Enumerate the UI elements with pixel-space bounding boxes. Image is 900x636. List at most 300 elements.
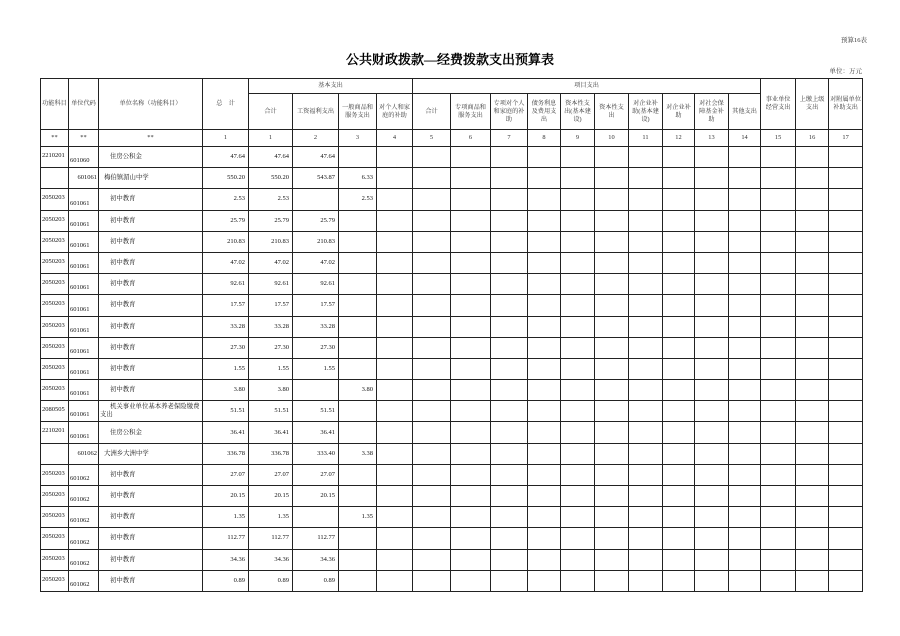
basic-total-cell: 27.30	[249, 337, 293, 358]
empty-cell	[595, 274, 629, 295]
func-code-cell: 2050203	[41, 295, 69, 316]
basic-total-cell: 92.61	[249, 274, 293, 295]
empty-cell	[796, 528, 829, 549]
empty-cell	[377, 464, 413, 485]
empty-cell	[491, 401, 528, 422]
table-row	[41, 168, 863, 189]
empty-cell	[413, 570, 451, 591]
table-row	[41, 549, 863, 570]
basic-total-cell: 336.78	[249, 443, 293, 464]
empty-cell	[451, 507, 491, 528]
empty-cell	[729, 147, 761, 168]
basic-total-cell: 27.07	[249, 464, 293, 485]
empty-cell	[663, 549, 695, 570]
empty-cell	[377, 549, 413, 570]
func-code-cell: 2050203	[41, 210, 69, 231]
table-row	[41, 358, 863, 379]
empty-cell	[729, 380, 761, 401]
empty-cell	[528, 316, 561, 337]
empty-cell	[629, 274, 663, 295]
empty-cell	[761, 507, 796, 528]
empty-cell	[451, 464, 491, 485]
empty-cell	[413, 295, 451, 316]
empty-cell	[413, 486, 451, 507]
empty-cell	[695, 443, 729, 464]
empty-cell	[829, 549, 863, 570]
empty-cell	[561, 168, 595, 189]
col-header-enterprise: 对企业补 助	[663, 94, 695, 130]
basic-total-cell: 17.57	[249, 295, 293, 316]
table-row	[41, 486, 863, 507]
empty-cell	[796, 443, 829, 464]
empty-cell	[761, 295, 796, 316]
empty-cell	[761, 549, 796, 570]
wages-cell: 112.77	[293, 528, 339, 549]
table-row	[41, 422, 863, 443]
table-body	[41, 147, 863, 592]
empty-cell	[663, 168, 695, 189]
empty-cell	[595, 443, 629, 464]
wages-cell: 34.36	[293, 549, 339, 570]
wages-cell	[293, 507, 339, 528]
empty-cell	[595, 295, 629, 316]
goods-services-cell	[339, 464, 377, 485]
col-header-subsidiary: 对附属单位 补助支出	[829, 79, 863, 130]
basic-total-cell: 210.83	[249, 231, 293, 252]
empty-cell	[729, 231, 761, 252]
empty-cell	[451, 147, 491, 168]
total-cell: 51.51	[203, 401, 249, 422]
unit-name-cell: 初中教育	[99, 464, 203, 485]
empty-cell	[695, 295, 729, 316]
empty-cell	[561, 549, 595, 570]
empty-cell	[629, 464, 663, 485]
empty-cell	[663, 486, 695, 507]
empty-cell	[796, 549, 829, 570]
unit-code-cell: 601061	[69, 380, 99, 401]
empty-cell	[451, 210, 491, 231]
table-row	[41, 252, 863, 273]
empty-cell	[796, 231, 829, 252]
total-cell: 47.02	[203, 252, 249, 273]
table-row	[41, 443, 863, 464]
wages-cell: 17.57	[293, 295, 339, 316]
total-cell: 34.36	[203, 549, 249, 570]
index-cell: 12	[663, 130, 695, 147]
total-cell: 112.77	[203, 528, 249, 549]
empty-cell	[413, 252, 451, 273]
func-code-cell: 2050203	[41, 337, 69, 358]
unit-code-cell: 601061	[69, 422, 99, 443]
basic-total-cell: 47.64	[249, 147, 293, 168]
empty-cell	[663, 464, 695, 485]
empty-cell	[761, 274, 796, 295]
table-row	[41, 231, 863, 252]
table-row	[41, 337, 863, 358]
total-cell: 210.83	[203, 231, 249, 252]
index-cell: 2	[293, 130, 339, 147]
empty-cell	[491, 486, 528, 507]
empty-cell	[829, 528, 863, 549]
col-header-special-goods: 专项商品和 服务支出	[451, 94, 491, 130]
empty-cell	[377, 358, 413, 379]
empty-cell	[663, 274, 695, 295]
empty-cell	[829, 147, 863, 168]
unit-code-cell: 601061	[69, 189, 99, 210]
empty-cell	[491, 358, 528, 379]
empty-cell	[663, 443, 695, 464]
empty-cell	[796, 189, 829, 210]
goods-services-cell: 3.38	[339, 443, 377, 464]
col-header-wages: 工资福利支出	[293, 94, 339, 130]
unit-code-cell: 601061	[69, 231, 99, 252]
table-row	[41, 210, 863, 231]
table-row	[41, 528, 863, 549]
empty-cell	[491, 252, 528, 273]
goods-services-cell: 6.33	[339, 168, 377, 189]
empty-cell	[761, 189, 796, 210]
goods-services-cell	[339, 274, 377, 295]
unit-name-cell: 大洲乡大洲中学	[99, 443, 203, 464]
unit-code-cell: 601061	[69, 295, 99, 316]
empty-cell	[829, 507, 863, 528]
empty-cell	[413, 274, 451, 295]
empty-cell	[663, 147, 695, 168]
empty-cell	[629, 231, 663, 252]
empty-cell	[729, 422, 761, 443]
empty-cell	[528, 337, 561, 358]
empty-cell	[829, 486, 863, 507]
empty-cell	[663, 252, 695, 273]
empty-cell	[729, 168, 761, 189]
empty-cell	[629, 401, 663, 422]
col-header-func-code: 功能科目	[41, 79, 69, 130]
empty-cell	[796, 507, 829, 528]
basic-total-cell: 36.41	[249, 422, 293, 443]
empty-cell	[491, 231, 528, 252]
empty-cell	[377, 380, 413, 401]
empty-cell	[595, 358, 629, 379]
empty-cell	[761, 337, 796, 358]
empty-cell	[377, 507, 413, 528]
empty-cell	[491, 507, 528, 528]
empty-cell	[729, 358, 761, 379]
goods-services-cell	[339, 295, 377, 316]
empty-cell	[796, 252, 829, 273]
index-cell: 11	[629, 130, 663, 147]
empty-cell	[451, 549, 491, 570]
empty-cell	[413, 528, 451, 549]
total-cell: 1.35	[203, 507, 249, 528]
empty-cell	[729, 337, 761, 358]
empty-cell	[377, 401, 413, 422]
empty-cell	[451, 358, 491, 379]
empty-cell	[561, 464, 595, 485]
empty-cell	[451, 570, 491, 591]
empty-cell	[761, 570, 796, 591]
empty-cell	[796, 210, 829, 231]
empty-cell	[629, 337, 663, 358]
unit-code-cell: 601061	[69, 316, 99, 337]
goods-services-cell: 2.53	[339, 189, 377, 210]
total-cell: 27.07	[203, 464, 249, 485]
col-group-project: 项目支出	[413, 79, 761, 94]
empty-cell	[451, 189, 491, 210]
empty-cell	[761, 168, 796, 189]
empty-cell	[796, 380, 829, 401]
empty-cell	[695, 507, 729, 528]
empty-cell	[561, 274, 595, 295]
total-cell: 36.41	[203, 422, 249, 443]
basic-total-cell: 1.35	[249, 507, 293, 528]
table-row	[41, 316, 863, 337]
index-cell: 10	[595, 130, 629, 147]
empty-cell	[413, 337, 451, 358]
empty-cell	[377, 295, 413, 316]
empty-cell	[595, 210, 629, 231]
empty-cell	[629, 380, 663, 401]
empty-cell	[528, 401, 561, 422]
empty-cell	[491, 549, 528, 570]
goods-services-cell: 1.35	[339, 507, 377, 528]
goods-services-cell	[339, 401, 377, 422]
empty-cell	[413, 549, 451, 570]
index-cell: 9	[561, 130, 595, 147]
index-cell: 8	[528, 130, 561, 147]
empty-cell	[595, 147, 629, 168]
empty-cell	[491, 274, 528, 295]
empty-cell	[629, 316, 663, 337]
total-cell: 336.78	[203, 443, 249, 464]
empty-cell	[413, 210, 451, 231]
wages-cell	[293, 380, 339, 401]
empty-cell	[761, 231, 796, 252]
empty-cell	[377, 528, 413, 549]
wages-cell: 0.89	[293, 570, 339, 591]
unit-name-cell: 初中教育	[99, 337, 203, 358]
empty-cell	[663, 380, 695, 401]
empty-cell	[796, 486, 829, 507]
table-row	[41, 507, 863, 528]
index-row	[41, 130, 863, 147]
empty-cell	[451, 422, 491, 443]
empty-cell	[595, 380, 629, 401]
goods-services-cell	[339, 570, 377, 591]
col-header-enterprise-construction: 对企业补 助(基本建 设)	[629, 94, 663, 130]
func-code-cell: 2050203	[41, 486, 69, 507]
func-code-cell: 2050203	[41, 274, 69, 295]
basic-total-cell: 3.80	[249, 380, 293, 401]
empty-cell	[629, 358, 663, 379]
unit-code-cell: 601061	[69, 358, 99, 379]
unit-name-cell: 住房公积金	[99, 422, 203, 443]
empty-cell	[491, 464, 528, 485]
empty-cell	[595, 401, 629, 422]
index-cell: 5	[413, 130, 451, 147]
unit-code-cell: 601062	[69, 570, 99, 591]
empty-cell	[491, 168, 528, 189]
form-number: 预算16表	[841, 37, 867, 44]
col-header-project-total: 合计	[413, 94, 451, 130]
empty-cell	[729, 252, 761, 273]
table-row	[41, 274, 863, 295]
unit-name-cell: 初中教育	[99, 570, 203, 591]
empty-cell	[761, 147, 796, 168]
wages-cell: 92.61	[293, 274, 339, 295]
empty-cell	[695, 528, 729, 549]
empty-cell	[829, 337, 863, 358]
empty-cell	[528, 570, 561, 591]
empty-cell	[561, 358, 595, 379]
empty-cell	[561, 380, 595, 401]
table-row	[41, 295, 863, 316]
empty-cell	[663, 295, 695, 316]
basic-total-cell: 25.79	[249, 210, 293, 231]
empty-cell	[729, 443, 761, 464]
empty-cell	[663, 358, 695, 379]
func-code-cell: 2050203	[41, 231, 69, 252]
empty-cell	[377, 422, 413, 443]
empty-cell	[829, 252, 863, 273]
empty-cell	[729, 210, 761, 231]
total-cell: 1.55	[203, 358, 249, 379]
empty-cell	[377, 168, 413, 189]
unit-code-cell: 601061	[69, 274, 99, 295]
empty-cell	[629, 147, 663, 168]
wages-cell: 25.79	[293, 210, 339, 231]
empty-cell	[561, 147, 595, 168]
empty-cell	[528, 486, 561, 507]
empty-cell	[413, 316, 451, 337]
empty-cell	[491, 443, 528, 464]
empty-cell	[528, 295, 561, 316]
empty-cell	[561, 316, 595, 337]
unit-name-cell: 初中教育	[99, 252, 203, 273]
empty-cell	[829, 401, 863, 422]
empty-cell	[761, 528, 796, 549]
unit-code-cell: 601062	[69, 464, 99, 485]
empty-cell	[729, 486, 761, 507]
unit-code-cell: 601061	[69, 337, 99, 358]
unit-code-cell: 601061	[69, 210, 99, 231]
empty-cell	[761, 401, 796, 422]
index-cell: 4	[377, 130, 413, 147]
basic-total-cell: 47.02	[249, 252, 293, 273]
table-row	[41, 464, 863, 485]
empty-cell	[629, 486, 663, 507]
empty-cell	[663, 337, 695, 358]
empty-cell	[595, 570, 629, 591]
empty-cell	[491, 570, 528, 591]
empty-cell	[377, 147, 413, 168]
empty-cell	[829, 358, 863, 379]
unit-code-cell: 601062	[69, 443, 99, 464]
unit-name-cell: 初中教育	[99, 210, 203, 231]
wages-cell: 33.28	[293, 316, 339, 337]
func-code-cell: 2210201	[41, 422, 69, 443]
empty-cell	[729, 549, 761, 570]
empty-cell	[451, 443, 491, 464]
index-cell: 1	[249, 130, 293, 147]
basic-total-cell: 34.36	[249, 549, 293, 570]
unit-name-cell: 初中教育	[99, 231, 203, 252]
empty-cell	[491, 147, 528, 168]
empty-cell	[761, 358, 796, 379]
empty-cell	[451, 274, 491, 295]
unit-name-cell: 初中教育	[99, 549, 203, 570]
col-header-capital: 资本性支 出	[595, 94, 629, 130]
col-header-capital-construction: 资本性支 出(基本建 设)	[561, 94, 595, 130]
empty-cell	[695, 274, 729, 295]
wages-cell: 333.40	[293, 443, 339, 464]
index-cell: **	[41, 130, 69, 147]
index-cell: **	[69, 130, 99, 147]
empty-cell	[528, 358, 561, 379]
empty-cell	[377, 231, 413, 252]
index-cell: 3	[339, 130, 377, 147]
col-header-business-ops: 事业单位 经营支出	[761, 79, 796, 130]
empty-cell	[729, 464, 761, 485]
empty-cell	[528, 528, 561, 549]
func-code-cell: 2050203	[41, 507, 69, 528]
empty-cell	[829, 210, 863, 231]
unit-name-cell: 初中教育	[99, 316, 203, 337]
empty-cell	[561, 528, 595, 549]
empty-cell	[761, 486, 796, 507]
empty-cell	[491, 210, 528, 231]
empty-cell	[695, 358, 729, 379]
empty-cell	[761, 464, 796, 485]
empty-cell	[377, 274, 413, 295]
empty-cell	[829, 570, 863, 591]
goods-services-cell	[339, 422, 377, 443]
empty-cell	[595, 231, 629, 252]
empty-cell	[413, 507, 451, 528]
empty-cell	[761, 422, 796, 443]
wages-cell: 27.30	[293, 337, 339, 358]
empty-cell	[695, 422, 729, 443]
basic-total-cell: 112.77	[249, 528, 293, 549]
func-code-cell: 2050203	[41, 549, 69, 570]
empty-cell	[695, 486, 729, 507]
empty-cell	[629, 422, 663, 443]
empty-cell	[528, 231, 561, 252]
empty-cell	[451, 337, 491, 358]
empty-cell	[377, 337, 413, 358]
index-cell: 7	[491, 130, 528, 147]
empty-cell	[796, 168, 829, 189]
empty-cell	[377, 486, 413, 507]
col-header-unit-code: 单位代码	[69, 79, 99, 130]
index-cell: 13	[695, 130, 729, 147]
empty-cell	[451, 231, 491, 252]
empty-cell	[761, 210, 796, 231]
empty-cell	[761, 316, 796, 337]
budget-table	[40, 78, 863, 592]
empty-cell	[561, 486, 595, 507]
empty-cell	[729, 528, 761, 549]
empty-cell	[796, 316, 829, 337]
col-header-goods-services: 一般商品和 服务支出	[339, 94, 377, 130]
total-cell: 25.79	[203, 210, 249, 231]
empty-cell	[729, 570, 761, 591]
basic-total-cell: 33.28	[249, 316, 293, 337]
header-row-groups	[41, 79, 863, 94]
total-cell: 3.80	[203, 380, 249, 401]
empty-cell	[796, 401, 829, 422]
total-cell: 92.61	[203, 274, 249, 295]
unit-name-cell: 初中教育	[99, 189, 203, 210]
